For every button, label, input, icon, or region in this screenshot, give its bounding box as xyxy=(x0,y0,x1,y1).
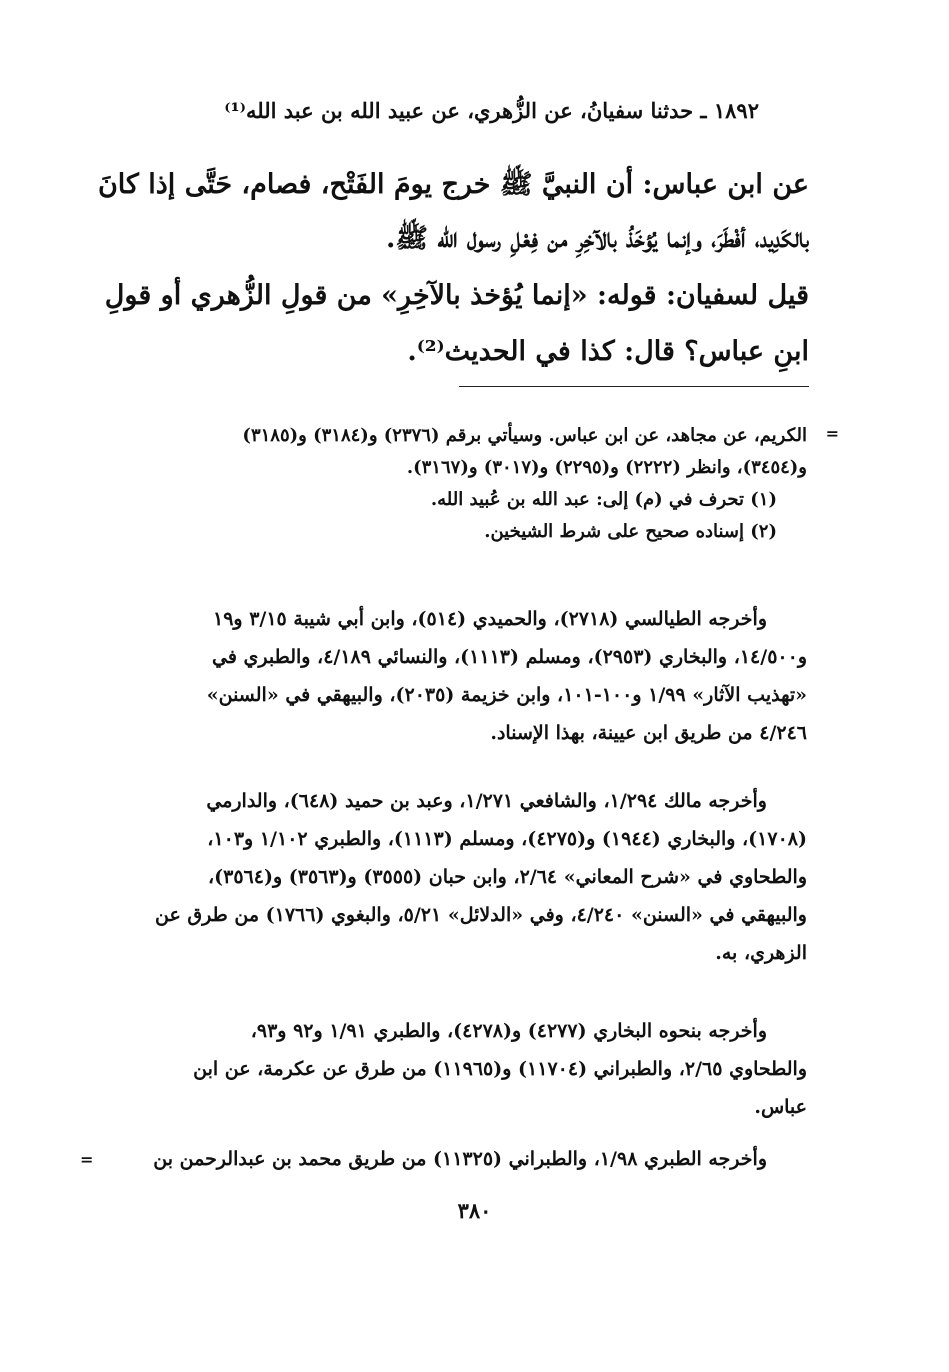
hadith-question xyxy=(104,268,809,380)
takhrij-line: الزهري، به. xyxy=(715,942,807,964)
takhrij-line: (١٧٠٨)، والبخاري (١٩٤٤) و(٤٢٧٥)، ومسلم (١١١٣)، والطبري ١/١٠٢ و١٠٣، xyxy=(207,828,807,850)
footnotes xyxy=(107,420,807,548)
matn-line: بالكَدِيد، أفْطَرَ، وإنما يُؤخَذُ بالآخِرِ من فِعْلِ رسول الله ﷺ. xyxy=(386,223,809,254)
footnote-separator xyxy=(459,386,809,387)
takhrij-line: والبيهقي في «السنن» ٤/٢٤٠، وفي «الدلائل» ٥/٢١، والبغوي (١٧٦٦) من طرق عن xyxy=(155,904,807,926)
question-line: قيل لسفيان: قوله: «إنما يُؤخذ بالآخِرِ» من قولِ الزُّهري أو قولِ xyxy=(104,280,809,311)
takhrij-line: وأخرجه الطبري ١/٩٨، والطبراني (١١٣٢٥) من طريق محمد بن عبدالرحمن بن xyxy=(153,1148,767,1170)
takhrij-line: «تهذيب الآثار» ١/٩٩ و١٠٠-١٠١، وابن خزيمة (٢٠٣٥)، والبيهقي في «السنن» xyxy=(206,684,807,706)
question-line: ابنِ عباس؟ قال: كذا في الحديث⁽²⁾. xyxy=(407,336,809,367)
matn-line: عن ابن عباس: أن النبيَّ ﷺ خرج يومَ الفَتْح، فصام، حَتَّى إذا كانَ xyxy=(97,169,809,200)
continuation-mark: = xyxy=(825,424,839,443)
takhrij-line: وأخرجه بنحوه البخاري (٤٢٧٧) و(٤٢٧٨)، والطبري ١/٩١ و٩٢ و٩٣، xyxy=(250,1020,767,1042)
takhrij-line: وأخرجه الطيالسي (٢٧١٨)، والحميدي (٥١٤)، وابن أبي شيبة ٣/١٥ و١٩ xyxy=(212,608,767,630)
hadith-matn xyxy=(97,158,809,266)
takhrij-line: و١٤/٥٠٠، والبخاري (٢٩٥٣)، ومسلم (١١١٣)، والنسائي ٤/١٨٩، والطبري في xyxy=(211,646,807,668)
hadith-header: ١٨٩٢ ـ حدثنا سفيانُ، عن الزُّهري، عن عبيد الله بن عبد الله⁽¹⁾ xyxy=(224,98,759,123)
takhrij-line: وأخرجه مالك ١/٢٩٤، والشافعي ١/٢٧١، وعبد بن حميد (٦٤٨)، والدارمي xyxy=(206,790,767,812)
footnote-carryover-line: و(٣٤٥٤)، وانظر (٢٢٢٢) و(٢٢٩٥) و(٣٠١٧) و(٣١٦٧). xyxy=(406,457,807,478)
takhrij-paragraph-1 xyxy=(107,600,807,752)
footnote-carryover-line: الكريم، عن مجاهد، عن ابن عباس. وسيأتي برقم (٢٣٧٦) و(٣١٨٤) و(٣١٨٥) xyxy=(242,425,807,446)
footnote-2: (٢) إسناده صحيح على شرط الشيخين. xyxy=(484,521,777,542)
takhrij-line: ٤/٢٤٦ من طريق ابن عيينة، بهذا الإسناد. xyxy=(490,722,807,744)
takhrij-paragraph-3 xyxy=(107,1012,807,1126)
page-number: ٣٨٠ xyxy=(457,1198,492,1223)
takhrij-paragraph-2 xyxy=(107,782,807,972)
takhrij-paragraph-4 xyxy=(107,1140,807,1178)
takhrij-line: والطحاوي ٢/٦٥، والطبراني (١١٧٠٤) و(١١٩٦٥) من طرق عن عكرمة، عن ابن xyxy=(193,1058,807,1080)
continuation-mark-bottom: = xyxy=(80,1150,94,1169)
footnote-1: (١) تحرف في (م) إلى: عبد الله بن عُبيد الله. xyxy=(430,489,777,510)
takhrij-line: والطحاوي في «شرح المعاني» ٢/٦٤، وابن حبان (٣٥٥٥) و(٣٥٦٣) و(٣٥٦٤)، xyxy=(208,866,807,888)
takhrij-line: عباس. xyxy=(754,1096,807,1118)
